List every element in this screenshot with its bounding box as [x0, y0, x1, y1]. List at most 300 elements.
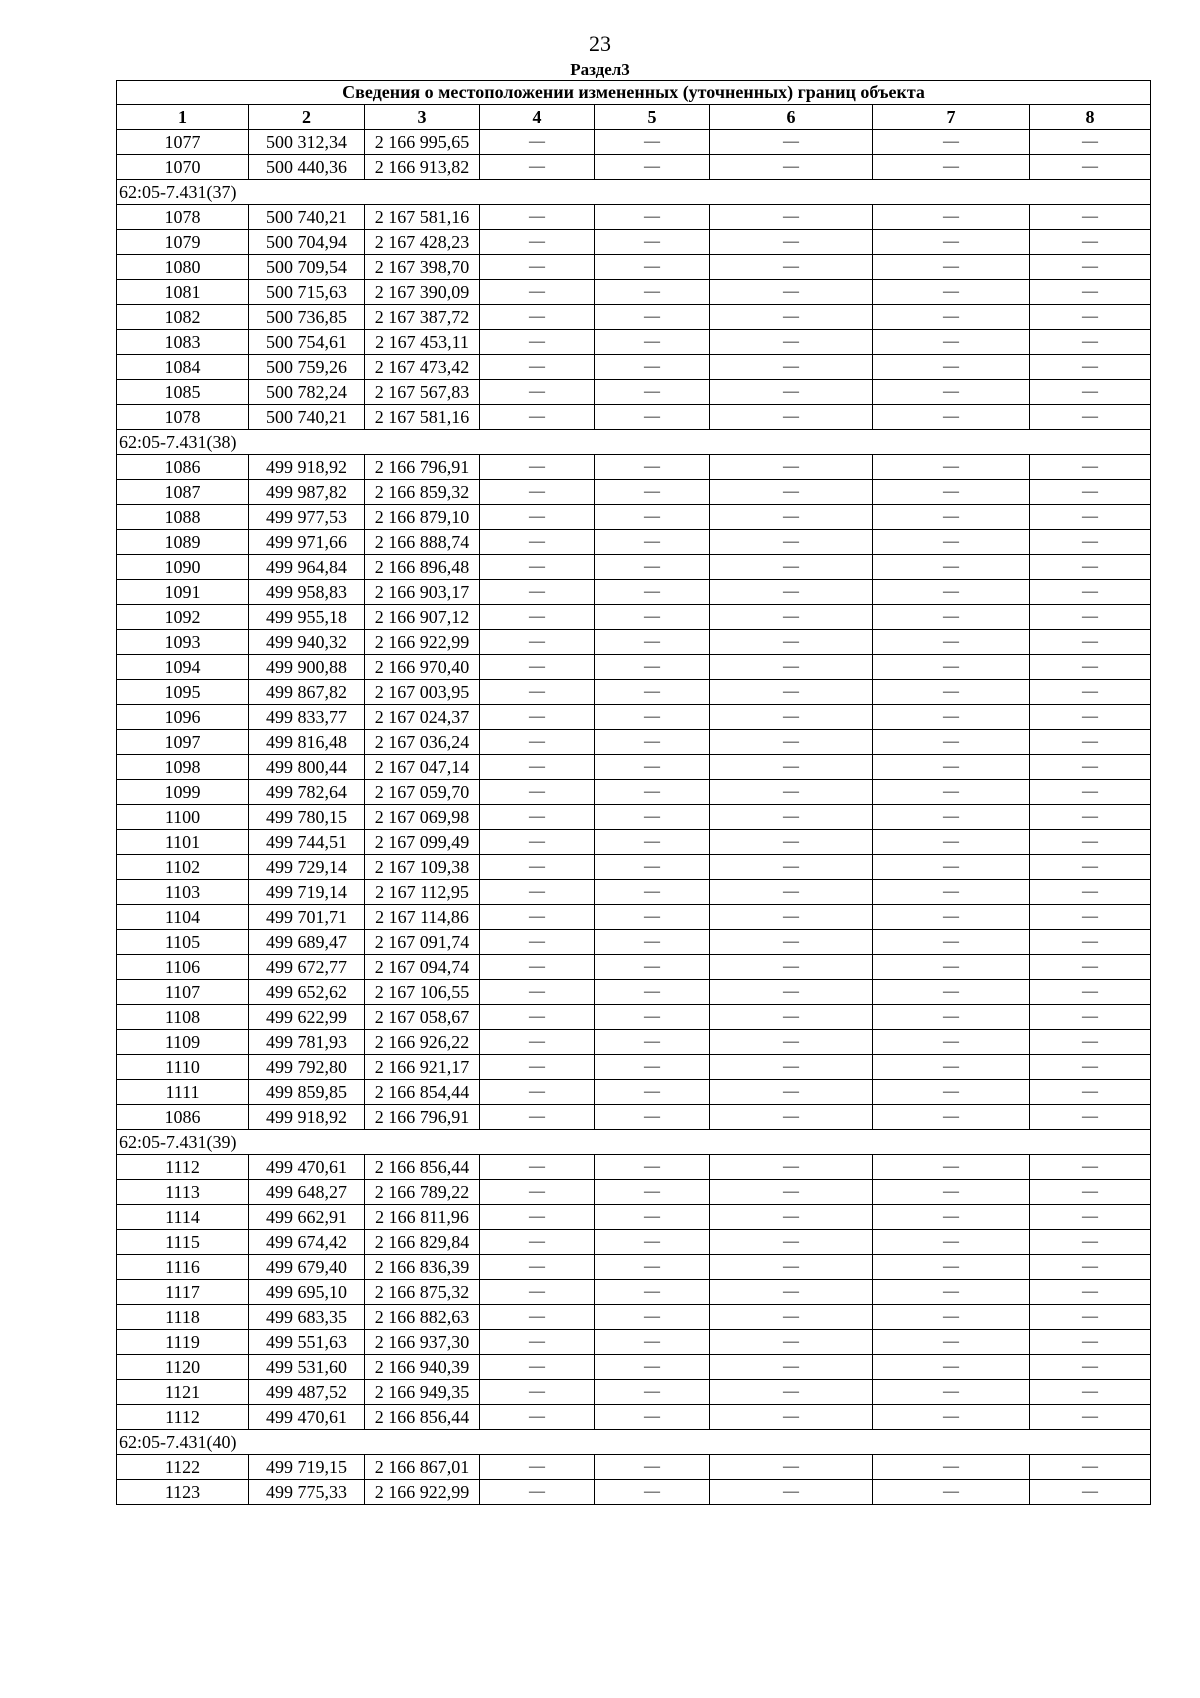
- table-row: [117, 830, 1151, 855]
- table-row: [117, 980, 1151, 1005]
- empty-value-dash: —: [595, 805, 710, 830]
- x-coordinate-cell: 499 782,64: [249, 780, 365, 805]
- empty-value-dash: —: [595, 1205, 710, 1230]
- y-coordinate-cell: 2 167 024,37: [365, 705, 480, 730]
- empty-value-dash: —: [1030, 530, 1151, 555]
- empty-value-dash: —: [710, 555, 873, 580]
- empty-value-dash: —: [595, 505, 710, 530]
- empty-value-dash: —: [873, 130, 1030, 155]
- empty-value-dash: —: [595, 1230, 710, 1255]
- point-number-cell: 1107: [117, 980, 249, 1005]
- point-number-cell: 1098: [117, 755, 249, 780]
- empty-value-dash: —: [710, 155, 873, 180]
- table-row: [117, 1155, 1151, 1180]
- empty-value-dash: —: [480, 1480, 595, 1505]
- empty-value-dash: —: [873, 780, 1030, 805]
- y-coordinate-cell: 2 166 896,48: [365, 555, 480, 580]
- empty-value-dash: —: [873, 555, 1030, 580]
- x-coordinate-cell: 499 800,44: [249, 755, 365, 780]
- empty-value-dash: —: [1030, 580, 1151, 605]
- empty-value-dash: —: [710, 230, 873, 255]
- empty-value-dash: —: [710, 980, 873, 1005]
- x-coordinate-cell: 499 719,15: [249, 1455, 365, 1480]
- point-number-cell: 1100: [117, 805, 249, 830]
- empty-value-dash: —: [1030, 1030, 1151, 1055]
- point-number-cell: 1108: [117, 1005, 249, 1030]
- table-row: [117, 855, 1151, 880]
- y-coordinate-cell: 2 166 940,39: [365, 1355, 480, 1380]
- x-coordinate-cell: 500 736,85: [249, 305, 365, 330]
- empty-value-dash: —: [710, 405, 873, 430]
- point-number-cell: 1101: [117, 830, 249, 855]
- empty-value-dash: —: [480, 880, 595, 905]
- empty-value-dash: —: [710, 855, 873, 880]
- point-number-cell: 1114: [117, 1205, 249, 1230]
- empty-value-dash: —: [710, 1330, 873, 1355]
- empty-value-dash: —: [1030, 955, 1151, 980]
- empty-value-dash: —: [1030, 405, 1151, 430]
- empty-value-dash: —: [1030, 980, 1151, 1005]
- empty-value-dash: —: [710, 1355, 873, 1380]
- empty-value-dash: —: [1030, 1305, 1151, 1330]
- empty-value-dash: —: [710, 1055, 873, 1080]
- x-coordinate-cell: 499 867,82: [249, 680, 365, 705]
- empty-value-dash: —: [480, 630, 595, 655]
- empty-value-dash: —: [873, 1480, 1030, 1505]
- empty-value-dash: —: [873, 230, 1030, 255]
- empty-value-dash: —: [1030, 130, 1151, 155]
- table-row: [117, 1330, 1151, 1355]
- empty-value-dash: —: [595, 1380, 710, 1405]
- table-row: [117, 380, 1151, 405]
- point-number-cell: 1122: [117, 1455, 249, 1480]
- point-number-cell: 1099: [117, 780, 249, 805]
- empty-value-dash: —: [480, 455, 595, 480]
- boundary-coordinates-table: [116, 80, 1151, 1505]
- x-coordinate-cell: 499 470,61: [249, 1155, 365, 1180]
- y-coordinate-cell: 2 166 856,44: [365, 1155, 480, 1180]
- empty-value-dash: —: [873, 1280, 1030, 1305]
- empty-value-dash: —: [480, 980, 595, 1005]
- empty-value-dash: —: [1030, 455, 1151, 480]
- table-row: [117, 655, 1151, 680]
- empty-value-dash: —: [480, 1055, 595, 1080]
- empty-value-dash: —: [595, 255, 710, 280]
- empty-value-dash: —: [873, 955, 1030, 980]
- empty-value-dash: —: [710, 630, 873, 655]
- empty-value-dash: —: [873, 905, 1030, 930]
- x-coordinate-cell: 499 780,15: [249, 805, 365, 830]
- empty-value-dash: —: [710, 1380, 873, 1405]
- empty-value-dash: —: [873, 405, 1030, 430]
- empty-value-dash: —: [1030, 505, 1151, 530]
- y-coordinate-cell: 2 167 036,24: [365, 730, 480, 755]
- table-row: [117, 805, 1151, 830]
- empty-value-dash: —: [595, 755, 710, 780]
- empty-value-dash: —: [595, 980, 710, 1005]
- table-row: [117, 330, 1151, 355]
- empty-value-dash: —: [710, 1205, 873, 1230]
- table-row: [117, 130, 1151, 155]
- empty-value-dash: —: [595, 355, 710, 380]
- empty-value-dash: —: [873, 1230, 1030, 1255]
- empty-value-dash: —: [480, 1405, 595, 1430]
- empty-value-dash: —: [480, 405, 595, 430]
- empty-value-dash: —: [1030, 830, 1151, 855]
- empty-value-dash: —: [1030, 1180, 1151, 1205]
- y-coordinate-cell: 2 166 921,17: [365, 1055, 480, 1080]
- point-number-cell: 1081: [117, 280, 249, 305]
- table-row: [117, 1455, 1151, 1480]
- empty-value-dash: —: [710, 1280, 873, 1305]
- empty-value-dash: —: [480, 480, 595, 505]
- empty-value-dash: —: [480, 205, 595, 230]
- empty-value-dash: —: [873, 1080, 1030, 1105]
- point-number-cell: 1103: [117, 880, 249, 905]
- empty-value-dash: —: [873, 1255, 1030, 1280]
- empty-value-dash: —: [480, 955, 595, 980]
- x-coordinate-cell: 499 729,14: [249, 855, 365, 880]
- y-coordinate-cell: 2 167 390,09: [365, 280, 480, 305]
- point-number-cell: 1083: [117, 330, 249, 355]
- x-coordinate-cell: 500 754,61: [249, 330, 365, 355]
- point-number-cell: 1094: [117, 655, 249, 680]
- y-coordinate-cell: 2 167 453,11: [365, 330, 480, 355]
- table-row: [117, 505, 1151, 530]
- group-row: [117, 180, 1151, 205]
- empty-value-dash: —: [595, 1005, 710, 1030]
- point-number-cell: 1089: [117, 530, 249, 555]
- empty-value-dash: —: [1030, 1105, 1151, 1130]
- empty-value-dash: —: [480, 1180, 595, 1205]
- x-coordinate-cell: 499 487,52: [249, 1380, 365, 1405]
- empty-value-dash: —: [1030, 305, 1151, 330]
- point-number-cell: 1080: [117, 255, 249, 280]
- y-coordinate-cell: 2 167 003,95: [365, 680, 480, 705]
- y-coordinate-cell: 2 166 888,74: [365, 530, 480, 555]
- empty-value-dash: —: [480, 655, 595, 680]
- empty-value-dash: —: [710, 930, 873, 955]
- empty-value-dash: —: [480, 555, 595, 580]
- table-row: [117, 1355, 1151, 1380]
- x-coordinate-cell: 499 674,42: [249, 1230, 365, 1255]
- x-coordinate-cell: 499 683,35: [249, 1305, 365, 1330]
- empty-value-dash: —: [1030, 1255, 1151, 1280]
- empty-value-dash: —: [480, 255, 595, 280]
- empty-value-dash: —: [873, 1055, 1030, 1080]
- empty-value-dash: —: [710, 705, 873, 730]
- empty-value-dash: —: [873, 1205, 1030, 1230]
- table-row: [117, 905, 1151, 930]
- table-row: [117, 780, 1151, 805]
- empty-value-dash: —: [480, 580, 595, 605]
- table-title-row: [117, 81, 1151, 105]
- empty-value-dash: —: [595, 1330, 710, 1355]
- empty-value-dash: —: [1030, 1005, 1151, 1030]
- empty-value-dash: —: [873, 1330, 1030, 1355]
- table-row: [117, 1255, 1151, 1280]
- empty-value-dash: —: [480, 730, 595, 755]
- empty-value-dash: —: [595, 530, 710, 555]
- y-coordinate-cell: 2 166 856,44: [365, 1405, 480, 1430]
- empty-value-dash: —: [710, 130, 873, 155]
- y-coordinate-cell: 2 166 922,99: [365, 630, 480, 655]
- table-row: [117, 880, 1151, 905]
- empty-value-dash: —: [480, 1005, 595, 1030]
- x-coordinate-cell: 499 470,61: [249, 1405, 365, 1430]
- empty-value-dash: —: [595, 630, 710, 655]
- table-row: [117, 355, 1151, 380]
- x-coordinate-cell: 500 740,21: [249, 405, 365, 430]
- y-coordinate-cell: 2 166 875,32: [365, 1280, 480, 1305]
- x-coordinate-cell: 499 531,60: [249, 1355, 365, 1380]
- point-number-cell: 1096: [117, 705, 249, 730]
- empty-value-dash: —: [1030, 280, 1151, 305]
- y-coordinate-cell: 2 167 567,83: [365, 380, 480, 405]
- empty-value-dash: —: [710, 305, 873, 330]
- table-row: [117, 1005, 1151, 1030]
- empty-value-dash: —: [595, 155, 710, 180]
- empty-value-dash: —: [710, 1305, 873, 1330]
- x-coordinate-cell: 499 551,63: [249, 1330, 365, 1355]
- column-header: 3: [365, 105, 480, 130]
- point-number-cell: 1123: [117, 1480, 249, 1505]
- point-number-cell: 1079: [117, 230, 249, 255]
- column-header: 4: [480, 105, 595, 130]
- empty-value-dash: —: [595, 830, 710, 855]
- empty-value-dash: —: [873, 1180, 1030, 1205]
- y-coordinate-cell: 2 166 970,40: [365, 655, 480, 680]
- empty-value-dash: —: [873, 755, 1030, 780]
- point-number-cell: 1082: [117, 305, 249, 330]
- x-coordinate-cell: 500 759,26: [249, 355, 365, 380]
- x-coordinate-cell: 499 719,14: [249, 880, 365, 905]
- empty-value-dash: —: [873, 505, 1030, 530]
- empty-value-dash: —: [1030, 1480, 1151, 1505]
- x-coordinate-cell: 499 918,92: [249, 455, 365, 480]
- empty-value-dash: —: [873, 880, 1030, 905]
- empty-value-dash: —: [710, 530, 873, 555]
- empty-value-dash: —: [873, 705, 1030, 730]
- y-coordinate-cell: 2 167 058,67: [365, 1005, 480, 1030]
- empty-value-dash: —: [480, 155, 595, 180]
- table-row: [117, 255, 1151, 280]
- table-row: [117, 205, 1151, 230]
- empty-value-dash: —: [1030, 330, 1151, 355]
- point-number-cell: 1085: [117, 380, 249, 405]
- empty-value-dash: —: [873, 605, 1030, 630]
- table-row: [117, 955, 1151, 980]
- table-row: [117, 155, 1151, 180]
- empty-value-dash: —: [710, 655, 873, 680]
- column-header-row: [117, 105, 1151, 130]
- empty-value-dash: —: [1030, 255, 1151, 280]
- point-number-cell: 1120: [117, 1355, 249, 1380]
- x-coordinate-cell: 499 695,10: [249, 1280, 365, 1305]
- empty-value-dash: —: [873, 830, 1030, 855]
- empty-value-dash: —: [595, 1255, 710, 1280]
- table-row: [117, 480, 1151, 505]
- y-coordinate-cell: 2 167 106,55: [365, 980, 480, 1005]
- table-row: [117, 1205, 1151, 1230]
- group-row: [117, 430, 1151, 455]
- y-coordinate-cell: 2 166 796,91: [365, 1105, 480, 1130]
- empty-value-dash: —: [873, 630, 1030, 655]
- y-coordinate-cell: 2 167 114,86: [365, 905, 480, 930]
- empty-value-dash: —: [595, 880, 710, 905]
- point-number-cell: 1104: [117, 905, 249, 930]
- empty-value-dash: —: [873, 730, 1030, 755]
- x-coordinate-cell: 499 833,77: [249, 705, 365, 730]
- empty-value-dash: —: [480, 305, 595, 330]
- section-label: Раздел3: [570, 60, 630, 79]
- empty-value-dash: —: [710, 680, 873, 705]
- table-row: [117, 555, 1151, 580]
- empty-value-dash: —: [710, 805, 873, 830]
- empty-value-dash: —: [1030, 930, 1151, 955]
- empty-value-dash: —: [480, 1080, 595, 1105]
- empty-value-dash: —: [480, 1355, 595, 1380]
- empty-value-dash: —: [1030, 780, 1151, 805]
- y-coordinate-cell: 2 166 789,22: [365, 1180, 480, 1205]
- empty-value-dash: —: [1030, 355, 1151, 380]
- empty-value-dash: —: [1030, 655, 1151, 680]
- empty-value-dash: —: [480, 1105, 595, 1130]
- x-coordinate-cell: 499 964,84: [249, 555, 365, 580]
- empty-value-dash: —: [873, 1405, 1030, 1430]
- empty-value-dash: —: [1030, 1455, 1151, 1480]
- point-number-cell: 1102: [117, 855, 249, 880]
- y-coordinate-cell: 2 167 581,16: [365, 405, 480, 430]
- page-number: 23: [589, 31, 611, 56]
- empty-value-dash: —: [873, 1380, 1030, 1405]
- y-coordinate-cell: 2 167 581,16: [365, 205, 480, 230]
- point-number-cell: 1091: [117, 580, 249, 605]
- y-coordinate-cell: 2 166 913,82: [365, 155, 480, 180]
- y-coordinate-cell: 2 166 926,22: [365, 1030, 480, 1055]
- empty-value-dash: —: [595, 1180, 710, 1205]
- table-row: [117, 1405, 1151, 1430]
- empty-value-dash: —: [595, 1455, 710, 1480]
- empty-value-dash: —: [595, 705, 710, 730]
- empty-value-dash: —: [1030, 1230, 1151, 1255]
- parcel-group-label: 62:05-7.431(40): [117, 1430, 1151, 1455]
- empty-value-dash: —: [595, 555, 710, 580]
- y-coordinate-cell: 2 167 059,70: [365, 780, 480, 805]
- y-coordinate-cell: 2 166 879,10: [365, 505, 480, 530]
- empty-value-dash: —: [595, 905, 710, 930]
- y-coordinate-cell: 2 167 099,49: [365, 830, 480, 855]
- empty-value-dash: —: [1030, 555, 1151, 580]
- point-number-cell: 1097: [117, 730, 249, 755]
- table-row: [117, 1280, 1151, 1305]
- point-number-cell: 1110: [117, 1055, 249, 1080]
- empty-value-dash: —: [873, 680, 1030, 705]
- point-number-cell: 1093: [117, 630, 249, 655]
- empty-value-dash: —: [480, 1380, 595, 1405]
- empty-value-dash: —: [595, 655, 710, 680]
- empty-value-dash: —: [1030, 630, 1151, 655]
- x-coordinate-cell: 500 440,36: [249, 155, 365, 180]
- empty-value-dash: —: [1030, 380, 1151, 405]
- x-coordinate-cell: 499 958,83: [249, 580, 365, 605]
- empty-value-dash: —: [595, 605, 710, 630]
- y-coordinate-cell: 2 166 995,65: [365, 130, 480, 155]
- empty-value-dash: —: [710, 1180, 873, 1205]
- x-coordinate-cell: 499 689,47: [249, 930, 365, 955]
- point-number-cell: 1116: [117, 1255, 249, 1280]
- x-coordinate-cell: 499 900,88: [249, 655, 365, 680]
- empty-value-dash: —: [873, 380, 1030, 405]
- x-coordinate-cell: 499 775,33: [249, 1480, 365, 1505]
- empty-value-dash: —: [480, 130, 595, 155]
- y-coordinate-cell: 2 167 069,98: [365, 805, 480, 830]
- empty-value-dash: —: [595, 1080, 710, 1105]
- column-header: 5: [595, 105, 710, 130]
- empty-value-dash: —: [1030, 805, 1151, 830]
- empty-value-dash: —: [480, 855, 595, 880]
- y-coordinate-cell: 2 167 109,38: [365, 855, 480, 880]
- empty-value-dash: —: [480, 380, 595, 405]
- empty-value-dash: —: [710, 1480, 873, 1505]
- empty-value-dash: —: [873, 855, 1030, 880]
- y-coordinate-cell: 2 167 428,23: [365, 230, 480, 255]
- table-row: [117, 1180, 1151, 1205]
- empty-value-dash: —: [710, 1405, 873, 1430]
- y-coordinate-cell: 2 166 867,01: [365, 1455, 480, 1480]
- point-number-cell: 1078: [117, 405, 249, 430]
- x-coordinate-cell: 499 701,71: [249, 905, 365, 930]
- empty-value-dash: —: [595, 130, 710, 155]
- x-coordinate-cell: 499 672,77: [249, 955, 365, 980]
- empty-value-dash: —: [1030, 1405, 1151, 1430]
- table-row: [117, 455, 1151, 480]
- empty-value-dash: —: [873, 1355, 1030, 1380]
- empty-value-dash: —: [710, 730, 873, 755]
- empty-value-dash: —: [1030, 230, 1151, 255]
- table-row: [117, 680, 1151, 705]
- point-number-cell: 1113: [117, 1180, 249, 1205]
- y-coordinate-cell: 2 167 398,70: [365, 255, 480, 280]
- x-coordinate-cell: 500 312,34: [249, 130, 365, 155]
- x-coordinate-cell: 500 704,94: [249, 230, 365, 255]
- empty-value-dash: —: [595, 1155, 710, 1180]
- empty-value-dash: —: [595, 1480, 710, 1505]
- empty-value-dash: —: [873, 1005, 1030, 1030]
- column-header: 6: [710, 105, 873, 130]
- x-coordinate-cell: 499 816,48: [249, 730, 365, 755]
- empty-value-dash: —: [873, 155, 1030, 180]
- empty-value-dash: —: [1030, 1055, 1151, 1080]
- table-row: [117, 230, 1151, 255]
- empty-value-dash: —: [1030, 1355, 1151, 1380]
- empty-value-dash: —: [595, 1105, 710, 1130]
- empty-value-dash: —: [873, 655, 1030, 680]
- column-header: 7: [873, 105, 1030, 130]
- empty-value-dash: —: [480, 1455, 595, 1480]
- table-row: [117, 630, 1151, 655]
- empty-value-dash: —: [1030, 1280, 1151, 1305]
- empty-value-dash: —: [710, 505, 873, 530]
- point-number-cell: 1115: [117, 1230, 249, 1255]
- empty-value-dash: —: [873, 205, 1030, 230]
- empty-value-dash: —: [710, 830, 873, 855]
- table-row: [117, 755, 1151, 780]
- empty-value-dash: —: [873, 930, 1030, 955]
- empty-value-dash: —: [710, 605, 873, 630]
- empty-value-dash: —: [595, 1305, 710, 1330]
- empty-value-dash: —: [873, 330, 1030, 355]
